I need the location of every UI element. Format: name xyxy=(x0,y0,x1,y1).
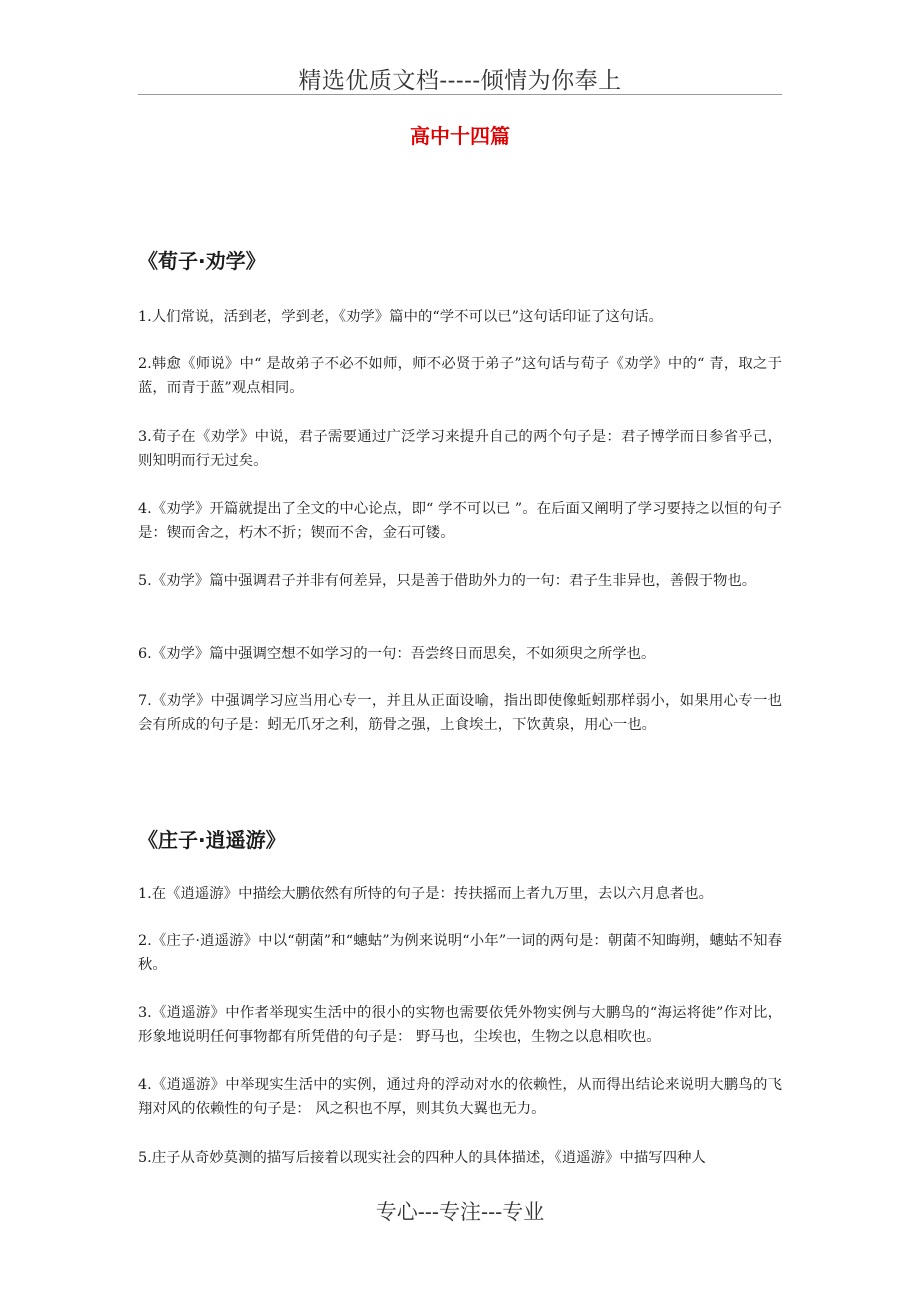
paragraph: 7.《劝学》中强调学习应当用心专一，并且从正面设喻，指出即使像蚯蚓那样弱小，如果用心专一也会有所成的句子是：蚓无爪牙之利，筋骨之强，上食埃土，下饮黄泉，用心一也。 xyxy=(138,693,782,733)
section-title-xiaoyaoyou: 《庄子·逍遥游》 xyxy=(138,828,286,852)
paragraph: 5.庄子从奇妙莫测的描写后接着以现实社会的四种人的具体描述，《逍遥游》中描写四种人 xyxy=(138,1150,706,1166)
document-title: 高中十四篇 xyxy=(410,124,510,148)
paragraph: 4.《逍遥游》中举现实生活中的实例，通过舟的浮动对水的依赖性，从而得出结论来说明大鹏鸟的飞翔对风的依赖性的句子是： 风之积也不厚，则其负大翼也无力。 xyxy=(138,1077,782,1117)
section-title-quanxue: 《荀子·劝学》 xyxy=(138,249,266,273)
header-divider xyxy=(138,94,782,95)
paragraph: 4.《劝学》开篇就提出了全文的中心论点，即“ 学不可以已 ”。在后面又阐明了学习要持之以恒的句子是：锲而舍之，朽木不折；锲而不舍，金石可镂。 xyxy=(138,501,782,541)
paragraph: 3.荀子在《劝学》中说，君子需要通过广泛学习来提升自己的两个句子是：君子博学而日参省乎己，则知明而行无过矣。 xyxy=(138,429,782,469)
paragraph: 6.《劝学》篇中强调空想不如学习的一句：吾尝终日而思矣，不如须臾之所学也。 xyxy=(138,646,656,662)
paragraph: 3.《逍遥游》中作者举现实生活中的很小的实物也需要依凭外物实例与大鹏鸟的“海运将徙”作对比，形象地说明任何事物都有所凭借的句子是： 野马也，尘埃也，生物之以息相吹也。 xyxy=(138,1005,782,1045)
page-footer: 专心---专注---专业 xyxy=(375,1200,545,1224)
paragraph: 5.《劝学》篇中强调君子并非有何差异，只是善于借助外力的一句：君子生非异也，善假于物也。 xyxy=(138,573,757,589)
page-header: 精选优质文档-----倾情为你奉上 xyxy=(298,68,622,94)
paragraph: 1.在《逍遥游》中描绘大鹏依然有所恃的句子是：抟扶摇而上者九万里，去以六月息者也。 xyxy=(138,886,713,902)
paragraph: 2.《庄子·逍遥游》中以“朝菌”和“蟪蛄”为例来说明“小年”一词的两句是：朝菌不知晦朔，蟪蛄不知春秋。 xyxy=(138,933,782,973)
paragraph: 2.韩愈《师说》中“ 是故弟子不必不如师，师不必贤于弟子”这句话与荀子《劝学》中的“ 青，取之于蓝，而青于蓝”观点相同。 xyxy=(138,356,782,396)
paragraph: 1.人们常说，活到老，学到老，《劝学》篇中的“学不可以已”这句话印证了这句话。 xyxy=(138,309,663,325)
